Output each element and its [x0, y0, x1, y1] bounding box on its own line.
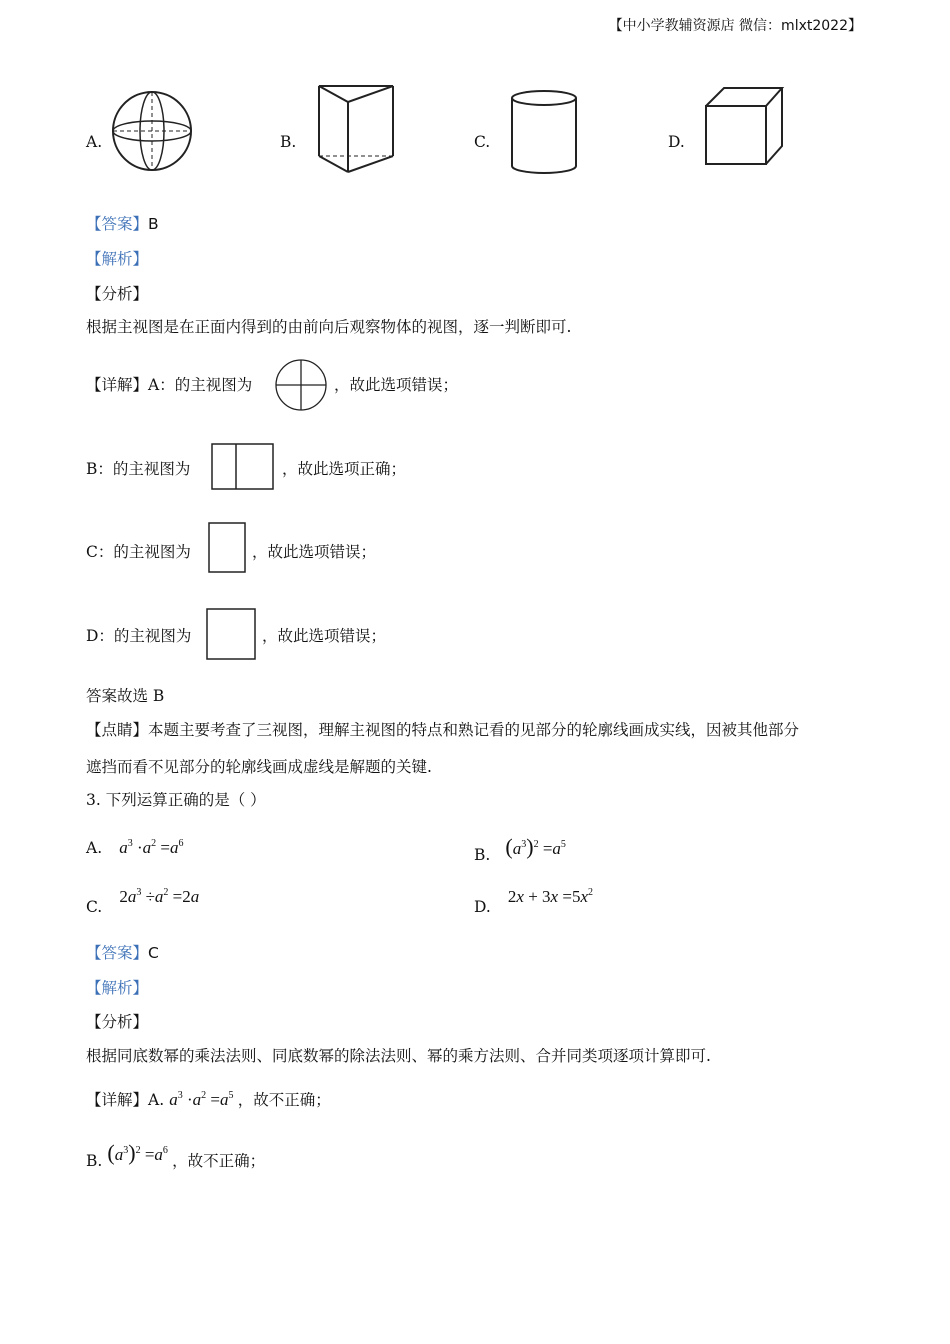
- header-watermark: 【中小学教辅资源店 微信：mlxt2022】: [608, 18, 862, 34]
- dianjing-tag: 【点睛】: [86, 721, 149, 739]
- answer-value: C: [148, 944, 159, 962]
- q2-conclusion: 答案故选 B: [86, 687, 165, 705]
- q3-detail-a: [86, 1090, 331, 1110]
- q3-fenxi-text: 根据同底数幂的乘法法则、同底数幂的除法法则、幂的乘方法则、合并同类项逐项计算即可.: [86, 1047, 711, 1065]
- q3-option-c-expr: $2a^3 \div a^2 =2a$: [119, 887, 200, 906]
- q2-fenxi-text: 根据主视图是在正面内得到的由前向后观察物体的视图，逐一判断即可.: [86, 318, 572, 336]
- detail-b-lead: B：的主视图为: [86, 460, 191, 478]
- q3-detail-a-expr: $a^3 \cdot a^2 =a^5$: [169, 1090, 234, 1109]
- q3-detail-b: [86, 1140, 266, 1170]
- q3-fenxi-tag: 【分析】: [86, 1013, 149, 1031]
- q3-option-b-label: B.: [474, 846, 491, 864]
- detail-tag: 【详解】: [86, 376, 149, 394]
- answer-tag: 【答案】: [86, 944, 149, 962]
- option-label-a: A.: [86, 133, 103, 151]
- q3-option-d-expr: $2x + 3x =5x^2$: [507, 887, 593, 906]
- q3-question: 3. 下列运算正确的是（ ）: [86, 791, 266, 809]
- sphere-icon: [110, 90, 196, 174]
- q2-detail-a: [86, 375, 252, 395]
- option-label-c: C.: [474, 133, 491, 151]
- detail-b-tail: ，故此选项正确；: [282, 460, 407, 478]
- circle-cross-icon: [274, 358, 328, 412]
- q3-answer: [86, 943, 159, 963]
- detail-d-lead: D：的主视图为: [86, 627, 192, 645]
- q3-option-b-expr: $(a^3)^2 =a^5$: [505, 834, 566, 859]
- q3-detail-b-tail: ，故不正确；: [172, 1152, 266, 1170]
- detail-tag: 【详解】: [86, 1091, 149, 1109]
- q3-option-c-label: C.: [86, 898, 103, 916]
- q2-answer: [86, 214, 159, 234]
- q3-detail-b-expr: $(a^3)^2 =a^6$: [107, 1140, 168, 1165]
- detail-a-lead: A：的主视图为: [148, 376, 253, 394]
- q3-option-d-label: D.: [474, 898, 491, 916]
- q2-fenxi-tag: 【分析】: [86, 285, 149, 303]
- q2-dianjing-line2: 遮挡而看不见部分的轮廓线画成虚线是解题的关键.: [86, 758, 432, 776]
- q3-detail-a-tail: ，故不正确；: [237, 1091, 331, 1109]
- q3-jiexi-tag: 【解析】: [86, 979, 149, 997]
- q2-jiexi-tag: 【解析】: [86, 250, 149, 268]
- option-label-b: B.: [280, 133, 297, 151]
- answer-value: B: [148, 215, 159, 233]
- tall-rectangle-icon: [208, 522, 248, 574]
- q3-option-b: [474, 834, 566, 864]
- detail-c-lead: C：的主视图为: [86, 543, 191, 561]
- detail-c-tail: ，故此选项错误；: [252, 543, 377, 561]
- q3-detail-a-label: A.: [148, 1091, 165, 1109]
- cylinder-icon: [510, 90, 580, 176]
- q3-option-c: [86, 887, 200, 916]
- q3-option-a-label: A.: [86, 839, 103, 857]
- option-label-d: D.: [668, 133, 685, 151]
- square-icon: [206, 608, 258, 662]
- detail-a-tail: ，故此选项错误；: [334, 376, 459, 394]
- q3-option-d: [474, 887, 593, 916]
- q3-option-a: [86, 838, 183, 858]
- split-rectangle-icon: [211, 443, 275, 491]
- answer-tag: 【答案】: [86, 215, 149, 233]
- q2-dianjing: [86, 720, 799, 740]
- dianjing-line1: 本题主要考查了三视图，理解主视图的特点和熟记看的见部分的轮廓线画成实线，因被其他部分: [148, 721, 800, 739]
- q3-detail-b-label: B.: [86, 1152, 103, 1170]
- cube-icon: [704, 86, 786, 166]
- triangular-prism-icon: [316, 84, 396, 174]
- q3-option-a-expr: $a^3 \cdot a^2 =a^6$: [119, 838, 184, 857]
- detail-d-tail: ，故此选项错误；: [262, 627, 387, 645]
